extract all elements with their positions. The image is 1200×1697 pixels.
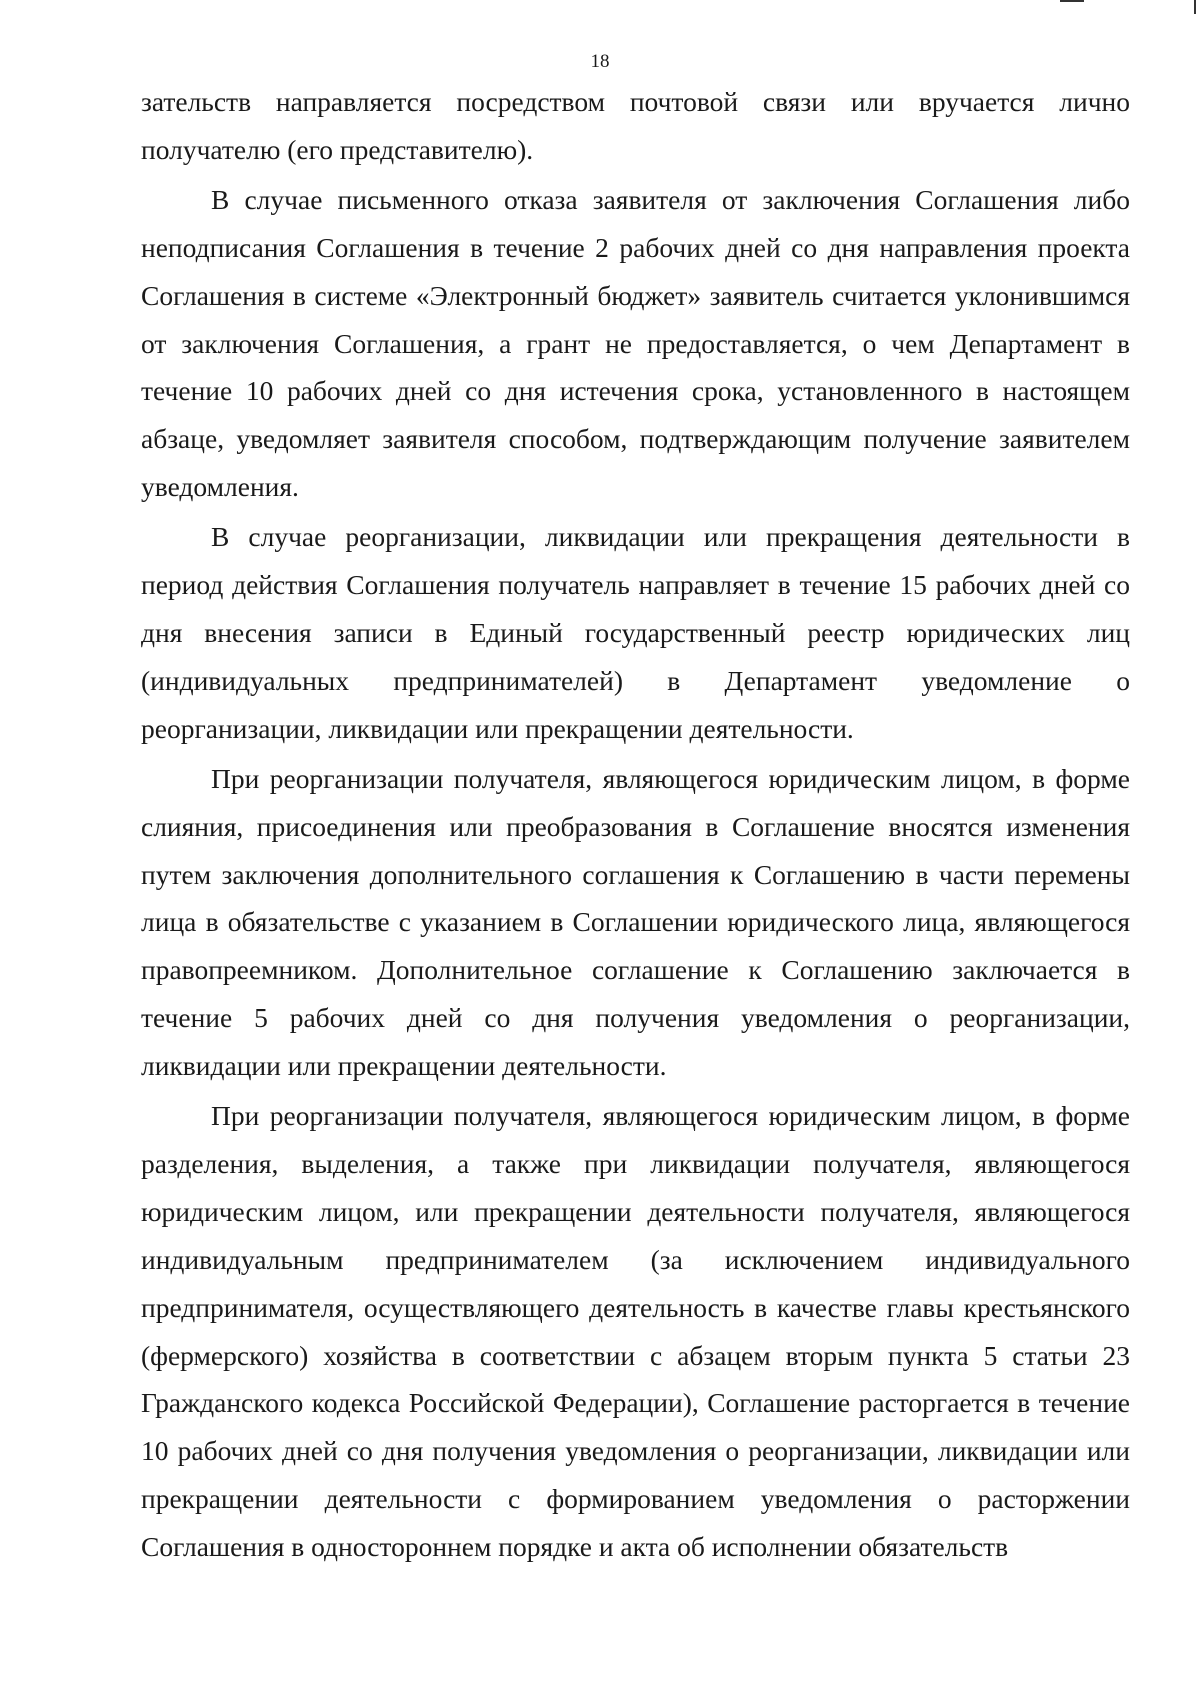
paragraph-2: В случае письменного отказа заявителя от заключения Соглашения либо неподписания Соглашения в течение 2 рабочих дней со дня направления проекта Соглашения в системе «Электронный бюджет» заявитель считается уклонившимся от заключения Соглашения, а грант не предоставляется, о чем Департамент в течение 10 рабочих дней со дня истечения срока, установленного в настоящем абзаце, уведомляет заявителя способом, подтверждающим получение заявителем уведомления. — [141, 183, 1130, 503]
paragraph-1: зательств направляется посредством почтовой связи или вручается лично получателю (его представителю). — [141, 86, 1130, 165]
scan-artifact-mark — [1060, 0, 1084, 2]
scan-artifact-mark — [1194, 0, 1196, 14]
paragraph-3: В случае реорганизации, ликвидации или прекращения деятельности в период действия Соглашения получатель направляет в течение 15 рабочих дней со дня внесения записи в Единый государственный реестр юридических лиц (индивидуальных предпринимателей) в Департамент уведомление о реорганизации, ликвидации или прекращении деятельности. — [141, 521, 1130, 744]
paragraph-4: При реорганизации получателя, являющегося юридическим лицом, в форме слияния, присоединения или преобразования в Соглашение вносятся изменения путем заключения дополнительного соглашения к Соглашению в части перемены лица в обязательстве с указанием в Соглашении юридического лица, являющегося правопреемником. Дополнительное соглашение к Соглашению заключается в течение 5 рабочих дней со дня получения уведомления о реорганизации, ликвидации или прекращении деятельности. — [141, 762, 1130, 1082]
document-body — [141, 78, 1130, 1571]
page-number: 18 — [590, 51, 610, 72]
paragraph-5: При реорганизации получателя, являющегося юридическим лицом, в форме разделения, выделения, а также при ликвидации получателя, являющегося юридическим лицом, или прекращении деятельности получателя, являющегося индивидуальным предпринимателем (за исключением индивидуального предпринимателя, осуществляющего деятельность в качестве главы крестьянского (фермерского) хозяйства в соответствии с абзацем вторым пункта 5 статьи 23 Гражданского кодекса Российской Федерации), Соглашение расторгается в течение 10 рабочих дней со дня получения уведомления о реорганизации, ликвидации или прекращении деятельности с формированием уведомления о расторжении Соглашения в одностороннем порядке и акта об исполнении обязательств — [141, 1100, 1130, 1563]
